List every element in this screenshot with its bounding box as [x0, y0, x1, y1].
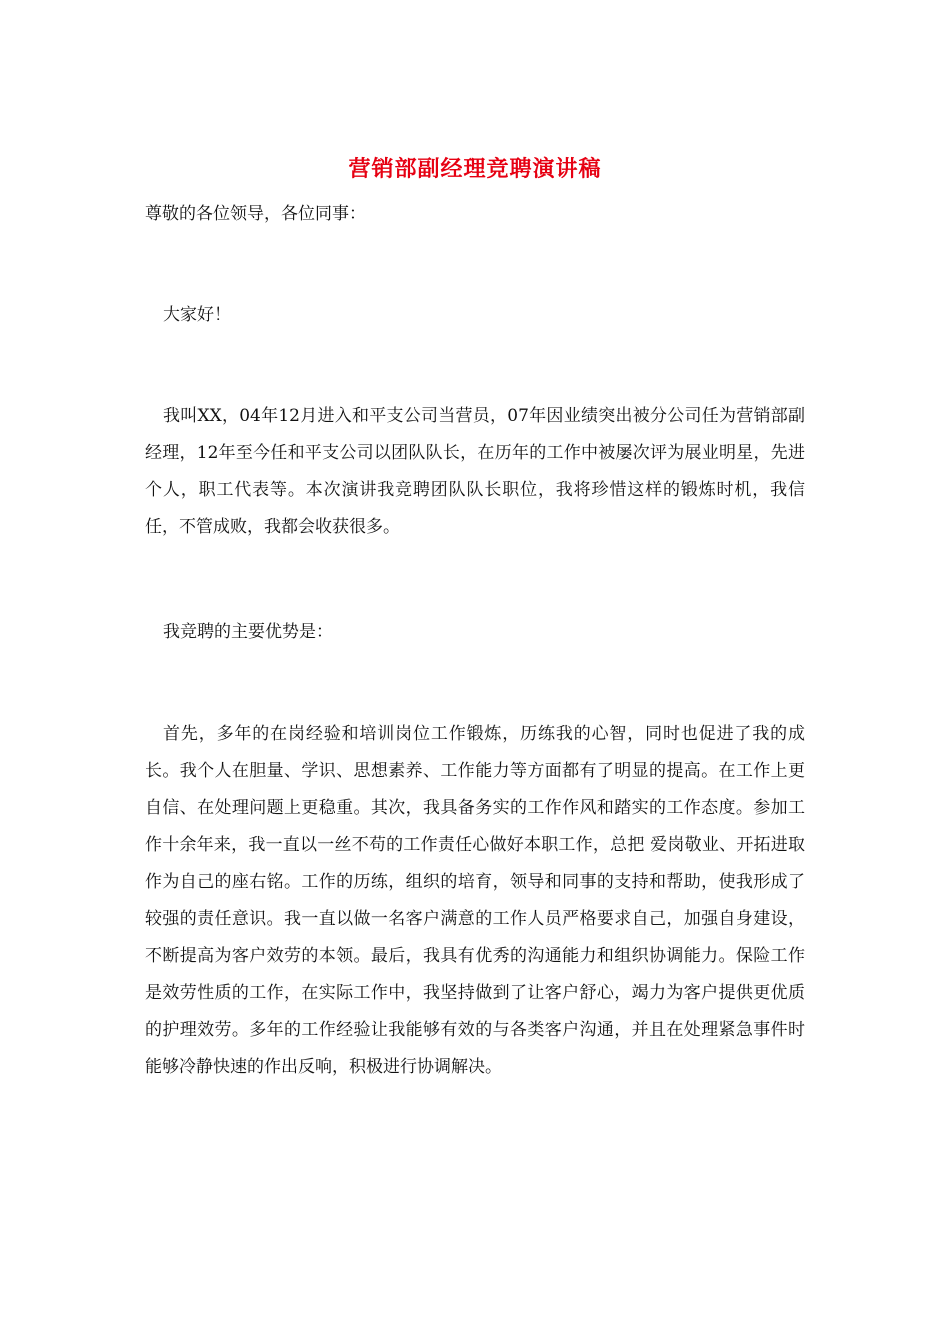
advantages-paragraph: 首先，多年的在岗经验和培训岗位工作锻炼，历练我的心智，同时也促进了我的成长。我个人在胆量、学识、思想素养、工作能力等方面都有了明显的提高。在工作上更自信、在处理问题上更稳重。其次，我具备务实的工作作风和踏实的工作态度。参加工作十余年来，我一直以一丝不苟的工作责任心做好本职工作，总把 爱岗敬业、开拓进取 作为自己的座右铭。工作的历练，组织的培育，领导和同事的支持和帮助，使我形成了较强的责任意识。我一直以做一名客户满意的工作人员严格要求自己，加强自身建设，不断提高为客户效劳的本领。最后，我具有优秀的沟通能力和组织协调能力。保险工作是效劳性质的工作，在实际工作中，我坚持做到了让客户舒心，竭力为客户提供更优质的护理效劳。多年的工作经验让我能够有效的与各类客户沟通，并且在处理紧急事件时能够冷静快速的作出反响，积极进行协调解决。 [145, 724, 805, 1077]
greeting-paragraph: 大家好！ [163, 305, 231, 325]
page-title: 营销部副经理竞聘演讲稿 [348, 156, 602, 182]
salutation-paragraph: 尊敬的各位领导，各位同事： [145, 204, 366, 224]
intro-paragraph: 我叫XX，04年12月进入和平支公司当营员，07年因业绩突出被分公司任为营销部副经理，12年至今任和平支公司以团队队长，在历年的工作中被屡次评为展业明星，先进个人，职工代表等。本次演讲我竞聘团队队长职位，我将珍惜这样的锻炼时机，我信任，不管成败，我都会收获很多。 [145, 406, 805, 537]
advantages-intro-paragraph: 我竞聘的主要优势是： [163, 622, 333, 642]
